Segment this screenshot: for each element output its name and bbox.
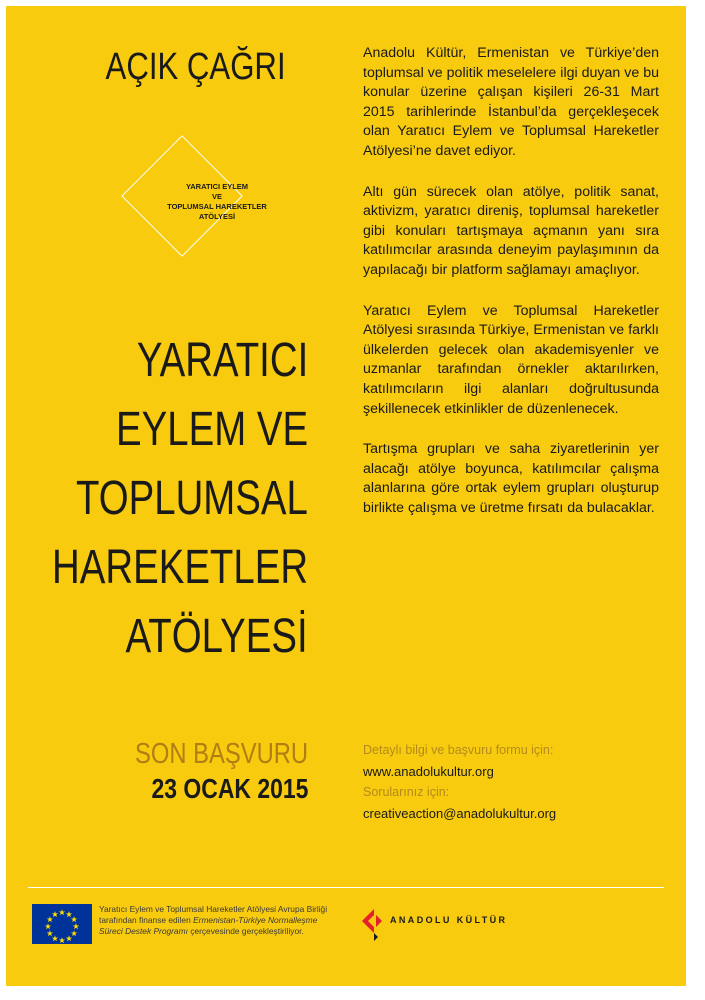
anadolu-kultur-logo-icon: [360, 907, 386, 941]
paragraph: Altı gün sürecek olan atölye, politik sanat, aktivizm, yaratıcı direniş, toplumsal hareketler gibi konuları tartışmaya açmanın yanı sıra katılımcılar arasında deneyim paylaşımının da yapılacağı bir platform sağlamayı amaçlıyor.: [363, 183, 659, 278]
workshop-title: YARATICI EYLEM VE TOPLUMSAL HAREKETLER ATÖLYESİ: [51, 334, 308, 663]
poster: [6, 6, 686, 986]
divider: [28, 887, 664, 888]
deadline-block: [97, 736, 308, 806]
email-link[interactable]: creativeaction@anadolukultur.org: [363, 806, 557, 821]
paragraph: Yaratıcı Eylem ve Toplumsal Hareketler Atölyesi sırasında Türkiye, Ermenistan ve farklı ülkelerden gelecek olan akademisyenler ve uzmanlar tarafından örnekler aktarılırken, katılımcıların ilgi alanları doğrultusunda şekillenecek etkinlikler de düzenlenecek.: [363, 302, 659, 417]
info-label: Detaylı bilgi ve başvuru formu için:: [363, 743, 554, 757]
paragraph: Anadolu Kültür, Ermenistan ve Türkiye’den toplumsal ve politik meselelere ilgi duyan ve bu konular üzerine çalışan kişileri 26-31 Mart 2015 tarihlerinde İstanbul’da gerçekleşecek olan Yaratıcı Eylem ve Toplumsal Hareketler Atölyesi’ne davet ediyor.: [363, 45, 659, 159]
open-call-heading: AÇIK ÇAĞRI: [105, 46, 286, 88]
website-link[interactable]: www.anadolukultur.org: [363, 764, 494, 779]
deadline-label: SON BAŞVURU: [134, 738, 308, 770]
paragraph: Tartışma grupları ve saha ziyaretlerinin yer alacağı atölye boyunca, katılımcılar çalışma alanlarına göre ortak eylem grupları oluşturup birlikte çalışma ve üretme fırsatı da bulacaklar.: [363, 441, 659, 516]
questions-label: Sorularınız için:: [363, 785, 450, 799]
org-name: ANADOLU KÜLTÜR: [390, 915, 508, 925]
eu-flag-icon: [32, 904, 92, 944]
description: [363, 44, 659, 539]
workshop-badge: YARATICI EYLEM VE TOPLUMSAL HAREKETLER ATÖLYESİ: [167, 182, 267, 221]
deadline-date: 23 OCAK 2015: [151, 773, 308, 804]
contact-block: [363, 740, 556, 824]
funding-note: Yaratıcı Eylem ve Toplumsal Hareketler Atölyesi Avrupa Birliği tarafından finanse edilen Ermenistan-Türkiye Normalleşme Süreci Destek Programı çerçevesinde gerçekleştiriliyor.: [99, 904, 328, 936]
